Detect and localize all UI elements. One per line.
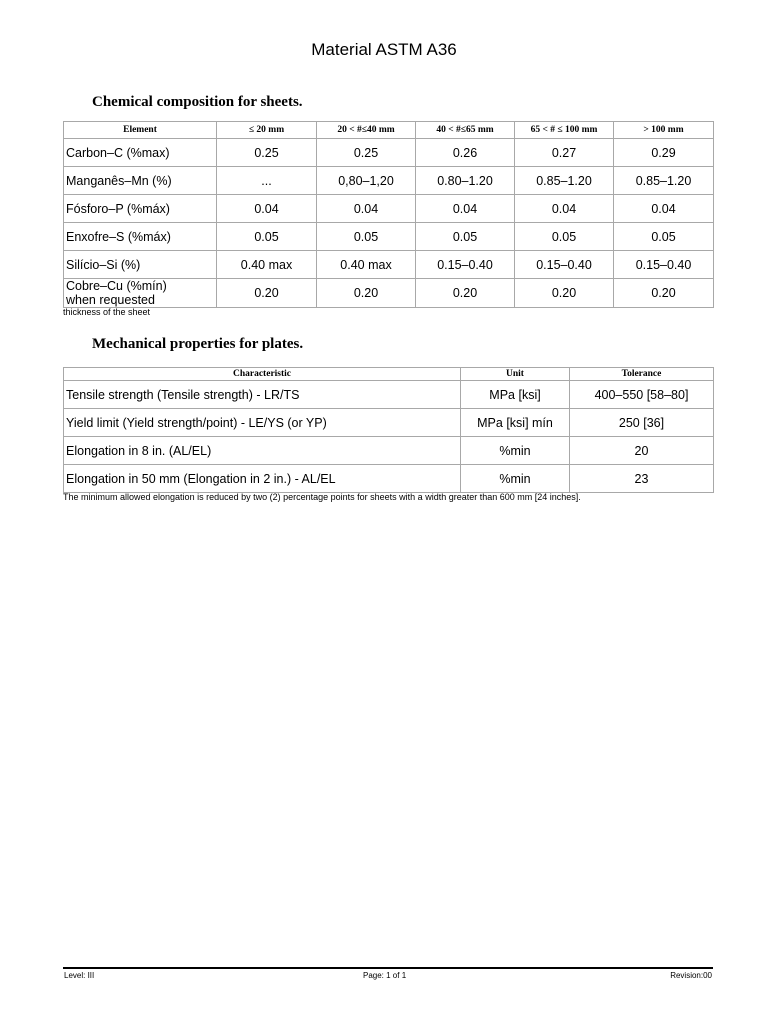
value-cell: 250 [36]: [570, 409, 714, 437]
value-cell: 0.05: [217, 223, 317, 251]
mechanical-row: [64, 437, 714, 465]
value-cell: 0.20: [416, 279, 515, 308]
row-label-cell: Elongation in 50 mm (Elongation in 2 in.) - AL/EL: [64, 465, 461, 493]
chemical-row: [64, 195, 714, 223]
value-cell: 0.15–0.40: [416, 251, 515, 279]
value-cell: 0.15–0.40: [515, 251, 614, 279]
row-label-cell: Enxofre–S (%máx): [64, 223, 217, 251]
value-cell: %min: [461, 437, 570, 465]
footer-page: Page: 1 of 1: [363, 971, 407, 980]
value-cell: 0.20: [317, 279, 416, 308]
header-characteristic: Characteristic: [64, 368, 461, 381]
value-cell: 0.85–1.20: [515, 167, 614, 195]
value-cell: 0.04: [217, 195, 317, 223]
chemical-row: [64, 223, 714, 251]
chemical-note: thickness of the sheet: [63, 307, 151, 317]
value-cell: 0.20: [515, 279, 614, 308]
value-cell: 0.85–1.20: [614, 167, 714, 195]
chemical-row: [64, 139, 714, 167]
value-cell: 0.05: [317, 223, 416, 251]
row-label-cell: Elongation in 8 in. (AL/EL): [64, 437, 461, 465]
value-cell: 0.25: [317, 139, 416, 167]
value-cell: 20: [570, 437, 714, 465]
value-cell: MPa [ksi] mín: [461, 409, 570, 437]
header-tolerance: Tolerance: [570, 368, 714, 381]
header-thickness-le-20: ≤ 20 mm: [217, 122, 317, 139]
value-cell: 0.04: [416, 195, 515, 223]
value-cell: 0.80–1.20: [416, 167, 515, 195]
value-cell: %min: [461, 465, 570, 493]
mechanical-header-row: [64, 368, 714, 381]
value-cell: 0.26: [416, 139, 515, 167]
value-cell: MPa [ksi]: [461, 381, 570, 409]
row-label-cell: Silício–Si (%): [64, 251, 217, 279]
value-cell: 0.05: [614, 223, 714, 251]
value-cell: ...: [217, 167, 317, 195]
chemical-row: [64, 167, 714, 195]
value-cell: 0.40 max: [317, 251, 416, 279]
value-cell: 0.15–0.40: [614, 251, 714, 279]
value-cell: 0.04: [317, 195, 416, 223]
chemical-row: [64, 251, 714, 279]
header-thickness-gt-100: > 100 mm: [614, 122, 714, 139]
value-cell: 400–550 [58–80]: [570, 381, 714, 409]
header-thickness-40-65: 40 < #≤65 mm: [416, 122, 515, 139]
value-cell: 0.20: [217, 279, 317, 308]
mechanical-section-heading: Mechanical properties for plates.: [92, 336, 304, 352]
chemical-section-heading: Chemical composition for sheets.: [92, 94, 303, 110]
footer-divider: [63, 967, 713, 969]
footer-level: Level: III: [64, 971, 95, 980]
chemical-header-row: [64, 122, 714, 139]
row-label-cell: Fósforo–P (%máx): [64, 195, 217, 223]
value-cell: 0.20: [614, 279, 714, 308]
mechanical-row: [64, 381, 714, 409]
header-element: Element: [64, 122, 217, 139]
chemical-composition-table: [63, 121, 714, 308]
value-cell: 0.04: [614, 195, 714, 223]
row-label-cell: Tensile strength (Tensile strength) - LR/TS: [64, 381, 461, 409]
header-thickness-65-100: 65 < # ≤ 100 mm: [515, 122, 614, 139]
row-label-cell: Yield limit (Yield strength/point) - LE/YS (or YP): [64, 409, 461, 437]
value-cell: 0.27: [515, 139, 614, 167]
row-label-cell: Manganês–Mn (%): [64, 167, 217, 195]
mechanical-row: [64, 465, 714, 493]
value-cell: 0,80–1,20: [317, 167, 416, 195]
mechanical-properties-table: [63, 367, 714, 493]
value-cell: 0.05: [416, 223, 515, 251]
header-unit: Unit: [461, 368, 570, 381]
value-cell: 0.40 max: [217, 251, 317, 279]
value-cell: 0.29: [614, 139, 714, 167]
header-thickness-20-40: 20 < #≤40 mm: [317, 122, 416, 139]
value-cell: 23: [570, 465, 714, 493]
chemical-row: [64, 279, 714, 308]
value-cell: 0.04: [515, 195, 614, 223]
value-cell: 0.05: [515, 223, 614, 251]
row-label-cell: Carbon–C (%max): [64, 139, 217, 167]
footer-revision: Revision:00: [670, 971, 712, 980]
mechanical-note: The minimum allowed elongation is reduced by two (2) percentage points for sheets with a width greater than 600 mm [24 inches].: [63, 492, 581, 502]
mechanical-row: [64, 409, 714, 437]
page-title: Material ASTM A36: [311, 40, 457, 59]
row-label-cell: Cobre–Cu (%mín) when requested: [64, 279, 217, 308]
value-cell: 0.25: [217, 139, 317, 167]
